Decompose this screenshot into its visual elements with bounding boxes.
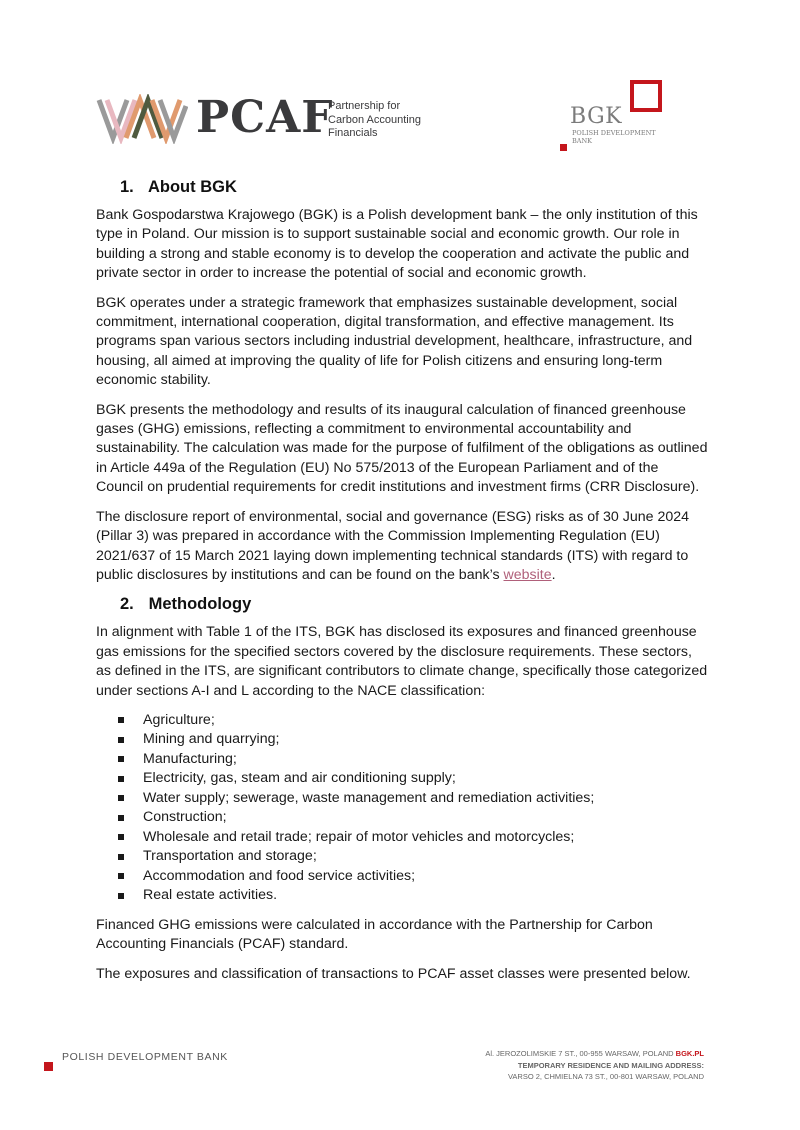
- section-number: 1.: [120, 178, 134, 196]
- list-item-text: Mining and quarrying;: [143, 731, 280, 748]
- footer-address-line: [485, 1048, 704, 1060]
- list-item: [118, 750, 708, 770]
- bgk-dot-icon: [560, 144, 567, 151]
- bullet-icon: [118, 756, 124, 762]
- footer-bank-name: POLISH DEVELOPMENT BANK: [62, 1051, 228, 1063]
- pcaf-subtitle: [328, 100, 438, 141]
- footer-address-line: VARSO 2, CHMIELNA 73 ST., 00-801 WARSAW, POLAND: [507, 1072, 704, 1081]
- list-item-text: Accommodation and food service activities;: [143, 867, 416, 884]
- bgk-square-icon: [630, 80, 662, 112]
- list-item: [118, 847, 708, 867]
- bgk-subtitle: POLISH DEVELOPMENT BANK: [572, 129, 656, 145]
- paragraph: [96, 508, 708, 586]
- paragraph-text: The disclosure report of environmental, social and governance (ESG) risks as of 30 June 2024 (Pillar 3) was prepared in accordance with the Commission Implementing Regulation (EU) 2021/637 of 15 March 2021 laying down implementing technical standards (ITS) with regard to public disclosures by institutions and can be found on the bank’s: [96, 508, 690, 583]
- paragraph: BGK presents the methodology and results of its inaugural calculation of financed greenhouse gases (GHG) emissions, reflecting a commitment to environmental accountability and sustainability. The calculation was made for the purpose of fulfilment of the obligations as outlined in Article 449a of the Regulation (EU) No 575/2013 of the European Parliament and of the Council on prudential requirements for credit institutions and investment firms (CRR Disclosure).: [96, 401, 708, 496]
- paragraph: In alignment with Table 1 of the ITS, BGK has disclosed its exposures and financed greenhouse gas emissions for the specified sectors covered by the disclosure requirements. These sectors, as defined in the ITS, are significant contributors to climate change, specifically those categorized under sections A-I and L according to the NACE classification:: [96, 624, 708, 699]
- nace-sector-list: [96, 711, 708, 906]
- list-item-text: Electricity, gas, steam and air conditioning supply;: [143, 770, 456, 787]
- paragraph: The exposures and classification of transactions to PCAF asset classes were presented below.: [96, 965, 691, 982]
- list-item: [118, 828, 708, 848]
- paragraph: Financed GHG emissions were calculated in accordance with the Partnership for Carbon Accounting Financials (PCAF) standard.: [96, 916, 653, 953]
- bullet-icon: [118, 893, 124, 899]
- document-body: [96, 178, 708, 994]
- bullet-icon: [118, 737, 124, 743]
- footer-address-line: TEMPORARY RESIDENCE AND MAILING ADDRESS:: [517, 1060, 704, 1070]
- list-item-text: Manufacturing;: [143, 750, 237, 767]
- pcaf-wordmark: PCAF: [196, 92, 334, 143]
- section-heading-methodology: [96, 595, 708, 614]
- bullet-icon: [118, 776, 124, 782]
- footer-address: [485, 1048, 704, 1083]
- page-footer: [0, 1040, 800, 1130]
- pcaf-subtitle-line: Carbon Accounting: [328, 113, 421, 126]
- list-item: [118, 789, 708, 809]
- bullet-icon: [118, 873, 124, 879]
- paragraph: Bank Gospodarstwa Krajowego (BGK) is a Polish development bank – the only institution of this type in Poland. Our mission is to support sustainable social and economic growth. Our role in building a strong and stable economy is to develop the cooperation and activate the public and private sector in order to increase the potential of social and economic growth.: [96, 207, 698, 282]
- list-item-text: Water supply; sewerage, waste management and remediation activities;: [143, 789, 595, 806]
- pcaf-subtitle-line: Partnership for: [328, 100, 401, 112]
- list-item: [118, 808, 708, 828]
- list-item: [118, 730, 708, 750]
- bullet-icon: [118, 815, 124, 821]
- section-heading-about: [96, 178, 708, 197]
- list-item: [118, 711, 708, 731]
- footer-square-icon: [44, 1062, 53, 1071]
- footer-address-text: Al. JEROZOLIMSKIE 7 ST., 00-955 WARSAW, POLAND: [485, 1049, 676, 1058]
- bullet-icon: [118, 795, 124, 801]
- bullet-icon: [118, 717, 124, 723]
- list-item-text: Transportation and storage;: [143, 848, 317, 865]
- list-item: [118, 867, 708, 887]
- pcaf-chevron-icon: [96, 94, 188, 144]
- section-title: Methodology: [148, 595, 252, 614]
- section-title: About BGK: [147, 178, 237, 196]
- list-item-text: Real estate activities.: [143, 887, 278, 904]
- bgk-logo: [560, 78, 670, 152]
- page-header: [0, 0, 800, 170]
- pcaf-subtitle-line: Financials: [328, 127, 378, 139]
- list-item-text: Wholesale and retail trade; repair of motor vehicles and motorcycles;: [143, 828, 575, 845]
- website-link[interactable]: website: [503, 566, 552, 583]
- list-item-text: Agriculture;: [143, 711, 215, 728]
- paragraph: BGK operates under a strategic framework that emphasizes sustainable development, social commitment, international cooperation, digital transformation, and effective management. Its programs span various sectors including industrial development, healthcare, infrastructure, and housing, all aimed at improving the quality of life for Polish citizens and ensuring long-term economic stability.: [96, 294, 693, 389]
- list-item-text: Construction;: [143, 809, 227, 826]
- pcaf-logo: [96, 92, 436, 148]
- list-item: [118, 886, 708, 906]
- bullet-icon: [118, 834, 124, 840]
- section-number: 2.: [120, 595, 134, 614]
- bgk-wordmark: BGK: [570, 104, 623, 129]
- list-item: [118, 769, 708, 789]
- footer-website-link[interactable]: BGK.PL: [675, 1049, 704, 1058]
- paragraph-end: .: [551, 566, 556, 583]
- bullet-icon: [118, 854, 124, 860]
